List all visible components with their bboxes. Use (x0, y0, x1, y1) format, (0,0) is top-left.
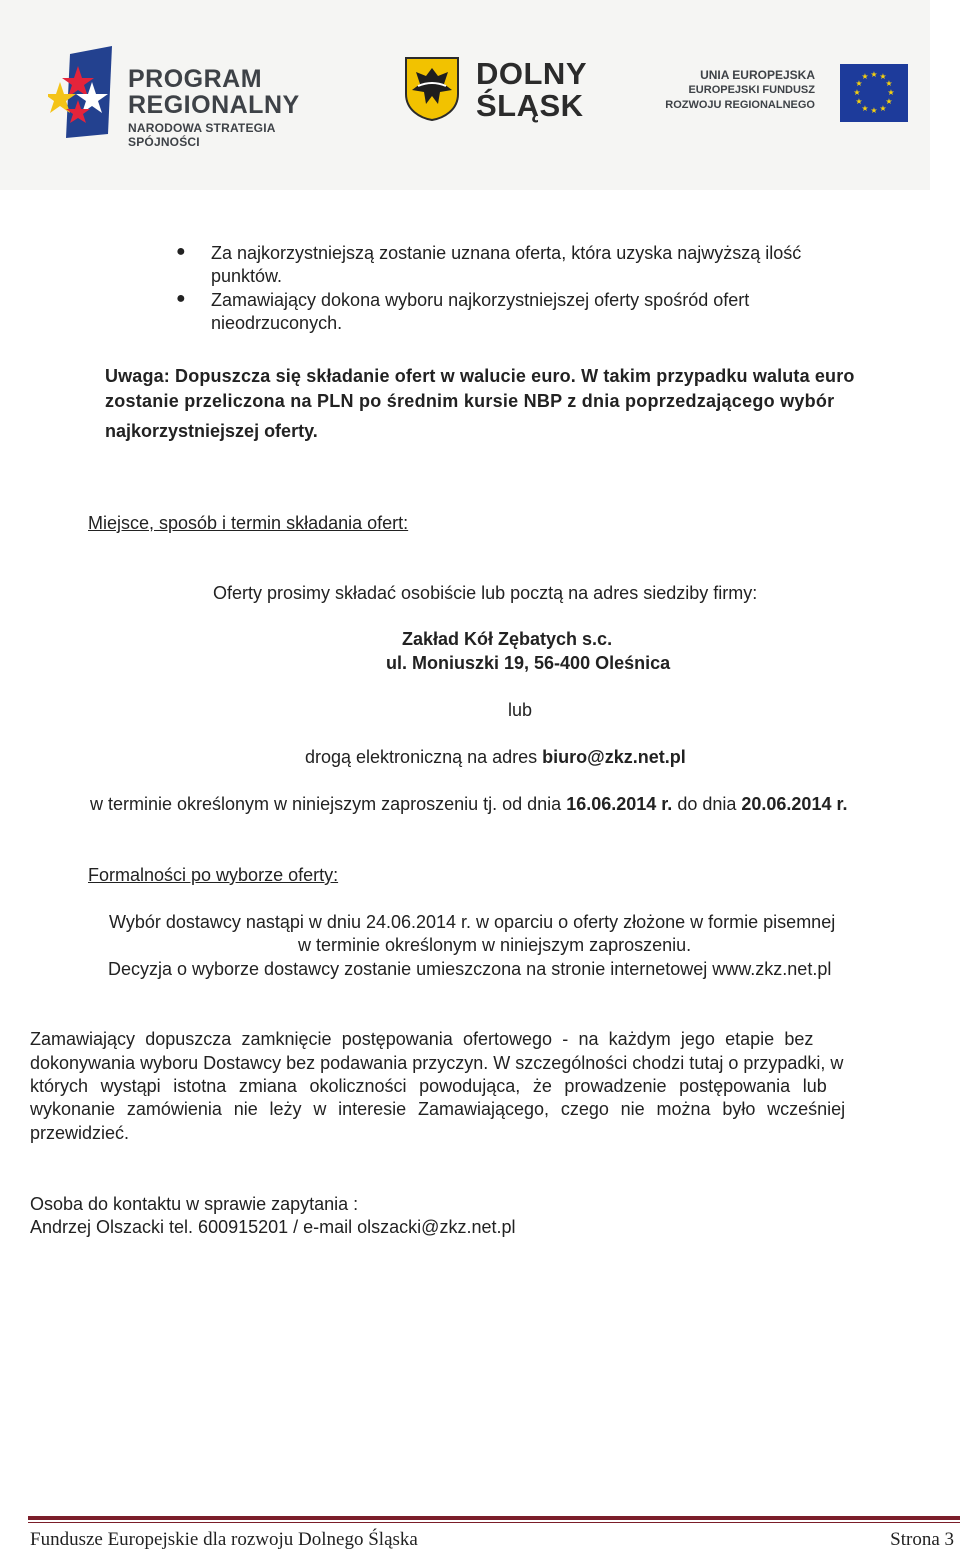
company-address: ul. Moniuszki 19, 56-400 Oleśnica (386, 653, 671, 673)
dolny-line2: ŚLĄSK (476, 88, 584, 123)
program-line2: REGIONALNY (128, 91, 300, 119)
eu-line3: ROZWOJU REGIONALNEGO (665, 99, 815, 111)
svg-text:★: ★ (879, 72, 887, 81)
program-regionalny-logo (48, 42, 348, 149)
closing-line1: Zamawiający dopuszcza zamknięcie postępowania ofertowego - na każdym jego etapie bez (30, 1029, 814, 1049)
program-star-flag-icon (48, 42, 128, 142)
email-prefix: drogą elektroniczną na adres (305, 747, 543, 767)
contact-label: Osoba do kontaktu w sprawie zapytania : (30, 1194, 359, 1214)
uwaga-line2: zostanie przeliczona na PLN po średnim kursie NBP z dnia poprzedzającego wybór (105, 391, 835, 411)
footer-title: Fundusze Europejskie dla rozwoju Dolnego Śląska (30, 1529, 418, 1550)
company-email-link[interactable]: biuro@zkz.net.pl (542, 747, 686, 767)
offers-intro: Oferty prosimy składać osobiście lub pocztą na adres siedziby firmy: (213, 583, 758, 603)
bullet-1-line1: Za najkorzystniejszą zostanie uznana oferta, która uzyska najwyższą ilość (211, 243, 802, 263)
dolny-slask-logo (404, 56, 604, 126)
formal-line1: Wybór dostawcy nastąpi w dniu 24.06.2014 r. w oparciu o oferty złożone w formie pisemnej (109, 912, 836, 932)
svg-text:★: ★ (870, 106, 878, 115)
term-prefix: w terminie określonym w niniejszym zaproszeniu tj. od dnia (90, 794, 567, 814)
formal-line2: w terminie określonym w niniejszym zaproszeniu. (298, 935, 692, 955)
svg-text:★: ★ (861, 72, 869, 81)
email-line (305, 746, 686, 769)
term-line (90, 793, 847, 816)
formal-heading: Formalności po wyborze oferty: (88, 865, 339, 885)
coat-of-arms-icon (404, 56, 460, 122)
bullet-2-line1: Zamawiający dokona wyboru najkorzystniejszej oferty spośród ofert (211, 290, 750, 310)
date-from: 16.06.2014 r. (566, 794, 673, 814)
program-line3: NARODOWA STRATEGIA SPÓJNOŚCI (128, 121, 276, 149)
bullet-1-line2: punktów. (211, 266, 283, 286)
svg-text:★: ★ (853, 88, 861, 97)
closing-line2: dokonywania wyboru Dostawcy bez podawania przyczyn. W szczególności chodzi tutaj o przypadki, w (30, 1053, 844, 1073)
bullet-dot: ● (176, 243, 186, 260)
eu-line1: UNIA EUROPEJSKA (700, 68, 815, 82)
page-number: Strona 3 (890, 1529, 954, 1550)
svg-text:★: ★ (887, 88, 895, 97)
eu-text (660, 68, 815, 113)
svg-text:★: ★ (870, 70, 878, 79)
uwaga-line3: najkorzystniejszej oferty. (105, 421, 318, 441)
bullet-dot: ● (176, 290, 186, 307)
svg-text:★: ★ (855, 79, 863, 88)
company-name: Zakład Kół Zębatych s.c. (402, 629, 613, 649)
header-logo-band (0, 0, 930, 190)
formal-line3: Decyzja o wyborze dostawcy zostanie umieszczona na stronie internetowej www.zkz.net.pl (108, 959, 832, 979)
program-regionalny-text (128, 66, 348, 149)
eu-line2: EUROPEJSKI FUNDUSZ (688, 84, 815, 96)
svg-text:★: ★ (885, 79, 893, 88)
offers-heading: Miejsce, sposób i termin składania ofert: (88, 513, 409, 533)
dolny-line1: DOLNY (476, 56, 587, 91)
svg-text:★: ★ (855, 97, 863, 106)
uwaga-line1: Uwaga: Dopuszcza się składanie ofert w walucie euro. W takim przypadku waluta euro (105, 366, 855, 386)
date-to: 20.06.2014 r. (741, 794, 848, 814)
svg-text:★: ★ (885, 97, 893, 106)
footer-rule-thick (28, 1516, 960, 1520)
closing-line4: wykonanie zamówienia nie leży w interesie Zamawiającego, czego nie można było wcześniej (30, 1099, 846, 1119)
eu-flag-icon (840, 64, 908, 122)
program-line1: PROGRAM (128, 65, 263, 93)
eu-logo (660, 64, 920, 124)
or-text: lub (508, 700, 533, 720)
footer-rule-thin (28, 1522, 960, 1523)
contact-details: Andrzej Olszacki tel. 600915201 / e-mail olszacki@zkz.net.pl (30, 1217, 516, 1237)
closing-line5: przewidzieć. (30, 1123, 130, 1143)
closing-line3: których wystąpi istotna zmiana okoliczności powodująca, że prowadzenie postępowania lub (30, 1076, 827, 1096)
term-mid: do dnia (672, 794, 742, 814)
svg-text:★: ★ (861, 104, 869, 113)
bullet-2-line2: nieodrzuconych. (211, 313, 343, 333)
dolny-slask-text (476, 58, 587, 122)
svg-text:★: ★ (879, 104, 887, 113)
